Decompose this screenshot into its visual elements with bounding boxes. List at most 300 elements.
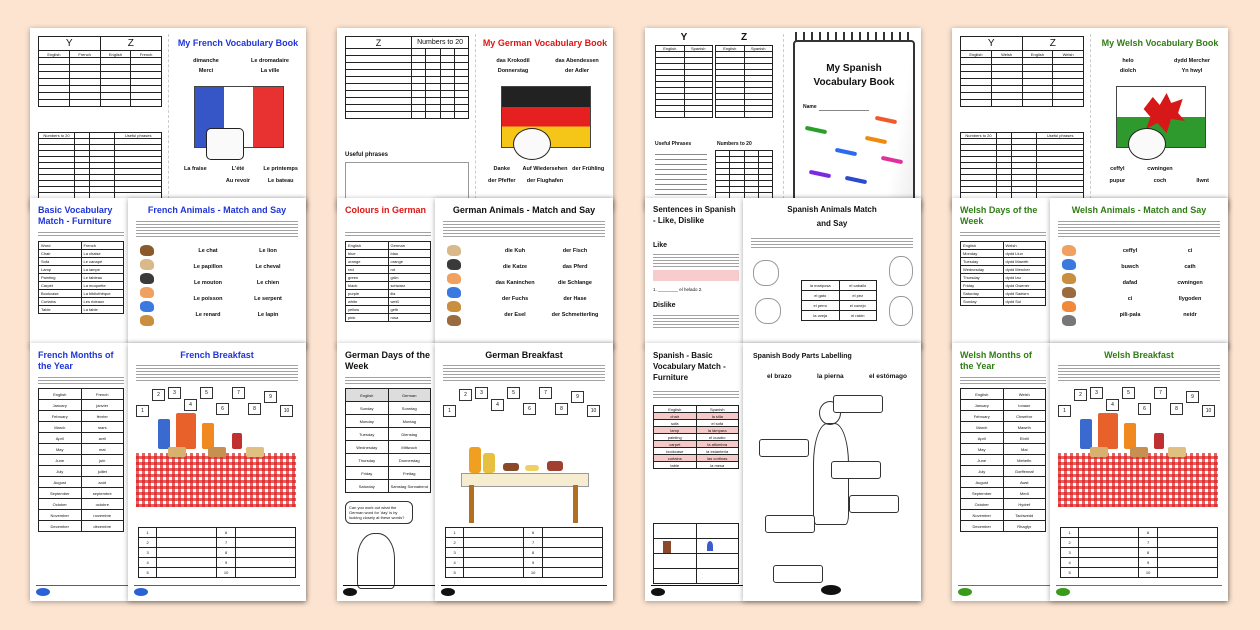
rabbit-icon (889, 256, 913, 286)
table-cell: rosa (388, 314, 431, 322)
table-cell: green (346, 274, 389, 282)
table-cell (426, 98, 440, 105)
letter-table (655, 45, 713, 118)
animal-pictures (447, 242, 461, 329)
worksheet-title: Spanish Animals Match and Say (787, 205, 877, 228)
table-cell (131, 93, 162, 100)
cow-icon (1062, 259, 1076, 270)
letter-heading: Z (740, 32, 748, 43)
table-row (139, 538, 296, 548)
animal-word: llygoden (1178, 296, 1202, 302)
answer-table (138, 527, 296, 578)
dog-icon (447, 287, 461, 298)
table-cell (991, 65, 1022, 72)
table-cell (542, 568, 602, 578)
table-row (802, 281, 877, 291)
table-cell (100, 65, 131, 72)
table-cell: Samstag Sonnabend (388, 480, 431, 493)
table-cell (100, 72, 131, 79)
worksheet-title: French Breakfast (180, 350, 254, 360)
table-cell (464, 558, 524, 568)
table-row (139, 548, 296, 558)
numbers-label: Numbers to 20 (717, 141, 752, 147)
table-cell (131, 65, 162, 72)
table-row (39, 86, 162, 93)
animal-word: der Fisch (562, 248, 588, 254)
animal-word: dafad (1122, 280, 1138, 286)
table-cell (412, 112, 426, 119)
table-cell: 1 (1061, 528, 1079, 538)
table-row (1061, 568, 1218, 578)
table-row (961, 242, 1046, 250)
table-cell: el cuadro (696, 434, 739, 441)
table-cell: French (69, 51, 100, 58)
colored-word-mark (805, 126, 827, 134)
body-parts-worksheet (743, 343, 921, 601)
twinkl-logo-icon (134, 588, 148, 596)
table-row (39, 72, 162, 79)
worksheet-title: Basic Vocabulary Match - Furniture (38, 205, 113, 226)
table-row (961, 258, 1046, 266)
table-cell (1053, 58, 1084, 65)
table-cell (69, 79, 100, 86)
table-row (446, 548, 603, 558)
table-cell: Curtains (39, 298, 82, 306)
table-cell: Awst (1003, 477, 1046, 488)
instructions-text (38, 375, 124, 384)
table-row (346, 77, 469, 84)
table-row (139, 558, 296, 568)
table-cell (464, 538, 524, 548)
label-box (833, 395, 883, 413)
table-cell: la mesa (696, 462, 739, 469)
table-cell: 9 (1139, 558, 1157, 568)
table-row (654, 420, 739, 427)
table-cell: 7 (1139, 538, 1157, 548)
vocab-word: der Adler (565, 68, 589, 74)
table-cell: juin (81, 455, 124, 466)
table-cell (412, 49, 426, 56)
table-cell: carpet (654, 441, 697, 448)
table-row (39, 274, 124, 282)
table-cell (131, 58, 162, 65)
table-row (446, 568, 603, 578)
dog-icon (1062, 287, 1076, 298)
animal-pictures (1062, 242, 1076, 329)
animal-word-grid (1100, 248, 1220, 318)
table-row (39, 466, 124, 477)
table-cell: la estantería (696, 448, 739, 455)
table-cell (131, 86, 162, 93)
instructions-text (136, 219, 298, 237)
table-cell: 10 (1139, 568, 1157, 578)
vocab-word: das Krokodil (496, 58, 530, 64)
table-cell: dydd Iau (1003, 274, 1046, 282)
footer-rule (441, 585, 607, 586)
table-row (961, 466, 1046, 477)
label-number-box: 4 (1106, 399, 1119, 411)
fish-icon (755, 298, 781, 324)
animal-word: Le lion (259, 248, 277, 254)
table-cell: la mariposa (802, 281, 840, 291)
colored-word-mark (881, 156, 903, 164)
dislike-heading: Dislike (653, 302, 676, 309)
table-cell (426, 84, 440, 91)
label-number-box: 2 (152, 389, 165, 401)
animals-match-and-say-worksheet (743, 198, 921, 348)
table-cell (440, 91, 454, 98)
notebook-title: My Spanish Vocabulary Book (813, 63, 895, 88)
label-number-box: 7 (232, 387, 245, 399)
twinkl-logo-icon (441, 588, 455, 596)
table-row (1061, 528, 1218, 538)
table-row (654, 554, 739, 569)
table-cell (454, 56, 468, 63)
twinkl-logo-icon (821, 585, 841, 595)
instructions-text (136, 363, 298, 381)
table-cell: English (716, 46, 745, 52)
label-number-box: 7 (1154, 387, 1167, 399)
worksheet-title: German Breakfast (485, 350, 563, 360)
table-cell (426, 70, 440, 77)
table-cell (1079, 558, 1139, 568)
table-row (346, 91, 469, 98)
table-cell (1079, 548, 1139, 558)
animal-word: Le chat (198, 248, 218, 254)
label-number-box: 5 (507, 387, 520, 399)
table-cell: Gorffennaf (1003, 466, 1046, 477)
table-cell: novembre (81, 510, 124, 521)
table-row (39, 510, 124, 521)
table-cell (426, 91, 440, 98)
table-row (346, 290, 431, 298)
table-cell (1022, 100, 1053, 107)
table-cell: Carpet (39, 282, 82, 290)
table-cell: Y (39, 37, 101, 51)
table-cell: Montag (388, 415, 431, 428)
table-cell: mars (81, 422, 124, 433)
breakfast-worksheet (128, 343, 306, 601)
table-cell: mai (81, 444, 124, 455)
table-cell (961, 65, 992, 72)
table-cell: Z (1022, 37, 1084, 51)
table-cell (542, 538, 602, 548)
table-cell: la oveja (802, 311, 840, 321)
table-cell: blau (388, 250, 431, 258)
table-cell: septembre (81, 488, 124, 499)
checked-tablecloth (136, 453, 296, 507)
worksheet-title: German Animals - Match and Say (452, 205, 596, 215)
food-item-icon (503, 463, 519, 471)
table-row (39, 455, 124, 466)
animal-word: buwch (1121, 264, 1139, 270)
table-row (39, 93, 162, 100)
vocab-word: dimanche (193, 58, 219, 64)
table-row (346, 49, 469, 56)
table-cell: el conejo (839, 301, 877, 311)
colored-word-mark (875, 116, 897, 124)
table-cell: 7 (524, 538, 542, 548)
table-cell: Freitag (388, 467, 431, 480)
table-cell: white (346, 298, 389, 306)
dog-icon (140, 287, 154, 298)
table-cell (346, 70, 412, 77)
table-row (961, 433, 1046, 444)
label-number-box: 2 (459, 389, 472, 401)
table-cell (440, 98, 454, 105)
table-cell (654, 539, 697, 554)
table-cell (412, 84, 426, 91)
vocab-word: dydd Mercher (1173, 58, 1211, 64)
numbers-table (715, 150, 773, 205)
table-cell (454, 98, 468, 105)
table-cell (654, 569, 697, 584)
table-cell (656, 112, 685, 118)
table-cell: Spanish (744, 46, 773, 52)
horse-icon (1062, 245, 1076, 256)
spiral-binding-icon (795, 32, 909, 42)
table-row (1061, 548, 1218, 558)
table-row (346, 98, 469, 105)
table-cell: May (961, 444, 1004, 455)
table-cell: Rhagfyr (1003, 521, 1046, 532)
table-cell: décembre (81, 521, 124, 532)
animal-word: ci (1187, 248, 1193, 254)
table-cell (131, 79, 162, 86)
table-cell (464, 528, 524, 538)
table-cell: dydd Gwener (1003, 282, 1046, 290)
table-cell: Saturday (961, 290, 1004, 298)
answer-table (1060, 527, 1218, 578)
snake-icon (447, 273, 461, 284)
table-cell: Mittwoch (388, 441, 431, 454)
table-cell: Tuesday (346, 428, 389, 441)
table-cell (1079, 528, 1139, 538)
worksheet-title: Welsh Animals - Match and Say (1071, 205, 1207, 215)
table-cell (412, 56, 426, 63)
table-cell (346, 112, 412, 119)
animal-word: Le lapin (257, 312, 279, 318)
table-cell (440, 84, 454, 91)
table-cell: chair (654, 413, 697, 420)
table-cell (744, 112, 773, 118)
animal-word: Le poisson (193, 296, 223, 302)
animal-word-grid (485, 248, 605, 318)
table-cell: 6 (524, 528, 542, 538)
label-number-box: 8 (555, 403, 568, 415)
label-box (849, 495, 899, 513)
vocab-word: La fraise (184, 166, 207, 172)
table-row (802, 301, 877, 311)
table-cell: Y (961, 37, 1023, 51)
instructions-text (443, 219, 605, 237)
table-cell (131, 72, 162, 79)
table-row (39, 258, 124, 266)
vocab-word: Merci (198, 68, 214, 74)
table-row (961, 65, 1084, 72)
table-cell (1022, 86, 1053, 93)
table-cell: 2 (139, 538, 157, 548)
table-row (39, 400, 124, 411)
table-cell: Dienstag (388, 428, 431, 441)
fox-icon (1062, 315, 1076, 326)
table-row (346, 266, 431, 274)
table-cell: Numbers to 20 (961, 133, 997, 139)
table-cell: 1 (139, 528, 157, 538)
label-number-box: 5 (200, 387, 213, 399)
spread-fold (1090, 34, 1091, 204)
table-cell: dydd Sul (1003, 298, 1046, 306)
table-row (346, 428, 431, 441)
table-row (346, 389, 431, 402)
instructions-text (1058, 219, 1220, 237)
table-cell (1022, 79, 1053, 86)
table-cell: English (100, 51, 131, 58)
table-cell: août (81, 477, 124, 488)
label-number-box: 3 (1090, 387, 1103, 399)
table-cell (346, 77, 412, 84)
table-cell: English (961, 242, 1004, 250)
table-cell: orange (388, 258, 431, 266)
horse-icon (140, 245, 154, 256)
vocab-word: das Abendessen (555, 58, 599, 64)
table-cell: dydd Sadwrn (1003, 290, 1046, 298)
table-row (961, 510, 1046, 521)
table-cell (961, 79, 992, 86)
worksheet-title: German Days of the Week (345, 350, 431, 371)
table-row (654, 406, 739, 413)
table-cell (412, 105, 426, 112)
table-cell: Z (346, 37, 412, 49)
table-cell (1157, 538, 1217, 548)
table-cell: Tachwedd (1003, 510, 1046, 521)
worksheet-title: Welsh Days of the Week (960, 205, 1038, 226)
table-row (39, 79, 162, 86)
twinkl-logo-icon (651, 588, 665, 596)
food-item-icon (1098, 413, 1118, 449)
vocab-word: diolch (1119, 68, 1137, 74)
word-grid-bottom (174, 166, 302, 184)
table-cell (991, 58, 1022, 65)
food-item-icon (1130, 447, 1148, 457)
table-cell: table (654, 462, 697, 469)
spread-fold (783, 34, 784, 204)
worksheet-title: French Months of the Year (38, 350, 114, 371)
table-cell: painting (654, 434, 697, 441)
vocab-word: Yn hwyl (1181, 68, 1203, 74)
table-cell: 2 (1061, 538, 1079, 548)
instructions-text (345, 375, 431, 384)
vocab-word: Le bateau (267, 178, 294, 184)
like-heading: Like (653, 242, 668, 249)
table-cell (426, 77, 440, 84)
table-cell: el perro (802, 301, 840, 311)
worksheet-title: Spanish Body Parts Labelling (753, 353, 852, 360)
table-cell (69, 86, 100, 93)
table-cell (961, 93, 992, 100)
table-cell: Useful phrases (115, 133, 162, 139)
table-cell (426, 63, 440, 70)
instructions-text (1058, 363, 1220, 381)
table-cell (39, 65, 70, 72)
table-row (654, 462, 739, 469)
table-leg (573, 485, 578, 523)
table-cell (454, 49, 468, 56)
word-grid-top (481, 58, 609, 74)
animal-word: ceffyl (1122, 248, 1138, 254)
table-cell (235, 558, 295, 568)
table-cell: curtains (654, 455, 697, 462)
dislike-instructions (653, 313, 739, 328)
table-cell: 3 (1061, 548, 1079, 558)
table-row (961, 79, 1084, 86)
table-row (1061, 538, 1218, 548)
table-row (346, 314, 431, 322)
food-item-icon (158, 419, 170, 449)
colored-word-mark (809, 170, 831, 178)
table-cell: Ionawr (1003, 400, 1046, 411)
table-row (654, 569, 739, 584)
table-cell (716, 112, 745, 118)
table-row (961, 250, 1046, 258)
table-row (656, 112, 713, 118)
table-cell: Welsh (1003, 242, 1046, 250)
table-cell: Friday (961, 282, 1004, 290)
table-cell: Numbers to 20 (39, 133, 75, 139)
vocab-word: llwnt (1196, 178, 1209, 184)
table-row (39, 433, 124, 444)
table-cell (157, 568, 217, 578)
table-cell (464, 548, 524, 558)
table-row (961, 37, 1084, 51)
table-cell: July (39, 466, 82, 477)
table-cell (426, 112, 440, 119)
table-cell: La chaise (81, 250, 124, 258)
lamp-icon (707, 541, 713, 551)
table-cell: 5 (139, 568, 157, 578)
table-cell (440, 112, 454, 119)
fox-icon (140, 315, 154, 326)
table-cell: octobre (81, 499, 124, 510)
worksheet-title: Spanish - Basic Vocabulary Match - Furniture (653, 351, 726, 382)
table-cell: Mai (1003, 444, 1046, 455)
table-row (961, 488, 1046, 499)
table-cell: La lampe (81, 266, 124, 274)
animal-word: Le serpent (254, 296, 282, 302)
animal-word: der Fuchs (501, 296, 529, 302)
vocab-table (38, 388, 124, 532)
lamb-icon (889, 296, 913, 326)
table-row (346, 56, 469, 63)
teacher-illustration-icon (357, 533, 395, 589)
animal-word: cwningen (1177, 280, 1203, 286)
table-cell: dydd Mercher (1003, 266, 1046, 274)
vocabulary-book-spread (30, 28, 306, 210)
table-cell (235, 528, 295, 538)
label-number-box: 6 (523, 403, 536, 415)
table-cell: 10 (524, 568, 542, 578)
body-part-words (767, 373, 907, 380)
table-cell (39, 93, 70, 100)
table-cell: November (39, 510, 82, 521)
butterfly-icon (447, 301, 461, 312)
food-item-icon (547, 461, 563, 471)
table-cell: La moquette (81, 282, 124, 290)
table-row (39, 58, 162, 65)
table-row (446, 558, 603, 568)
vocab-table (653, 405, 739, 469)
food-item-icon (176, 413, 196, 449)
